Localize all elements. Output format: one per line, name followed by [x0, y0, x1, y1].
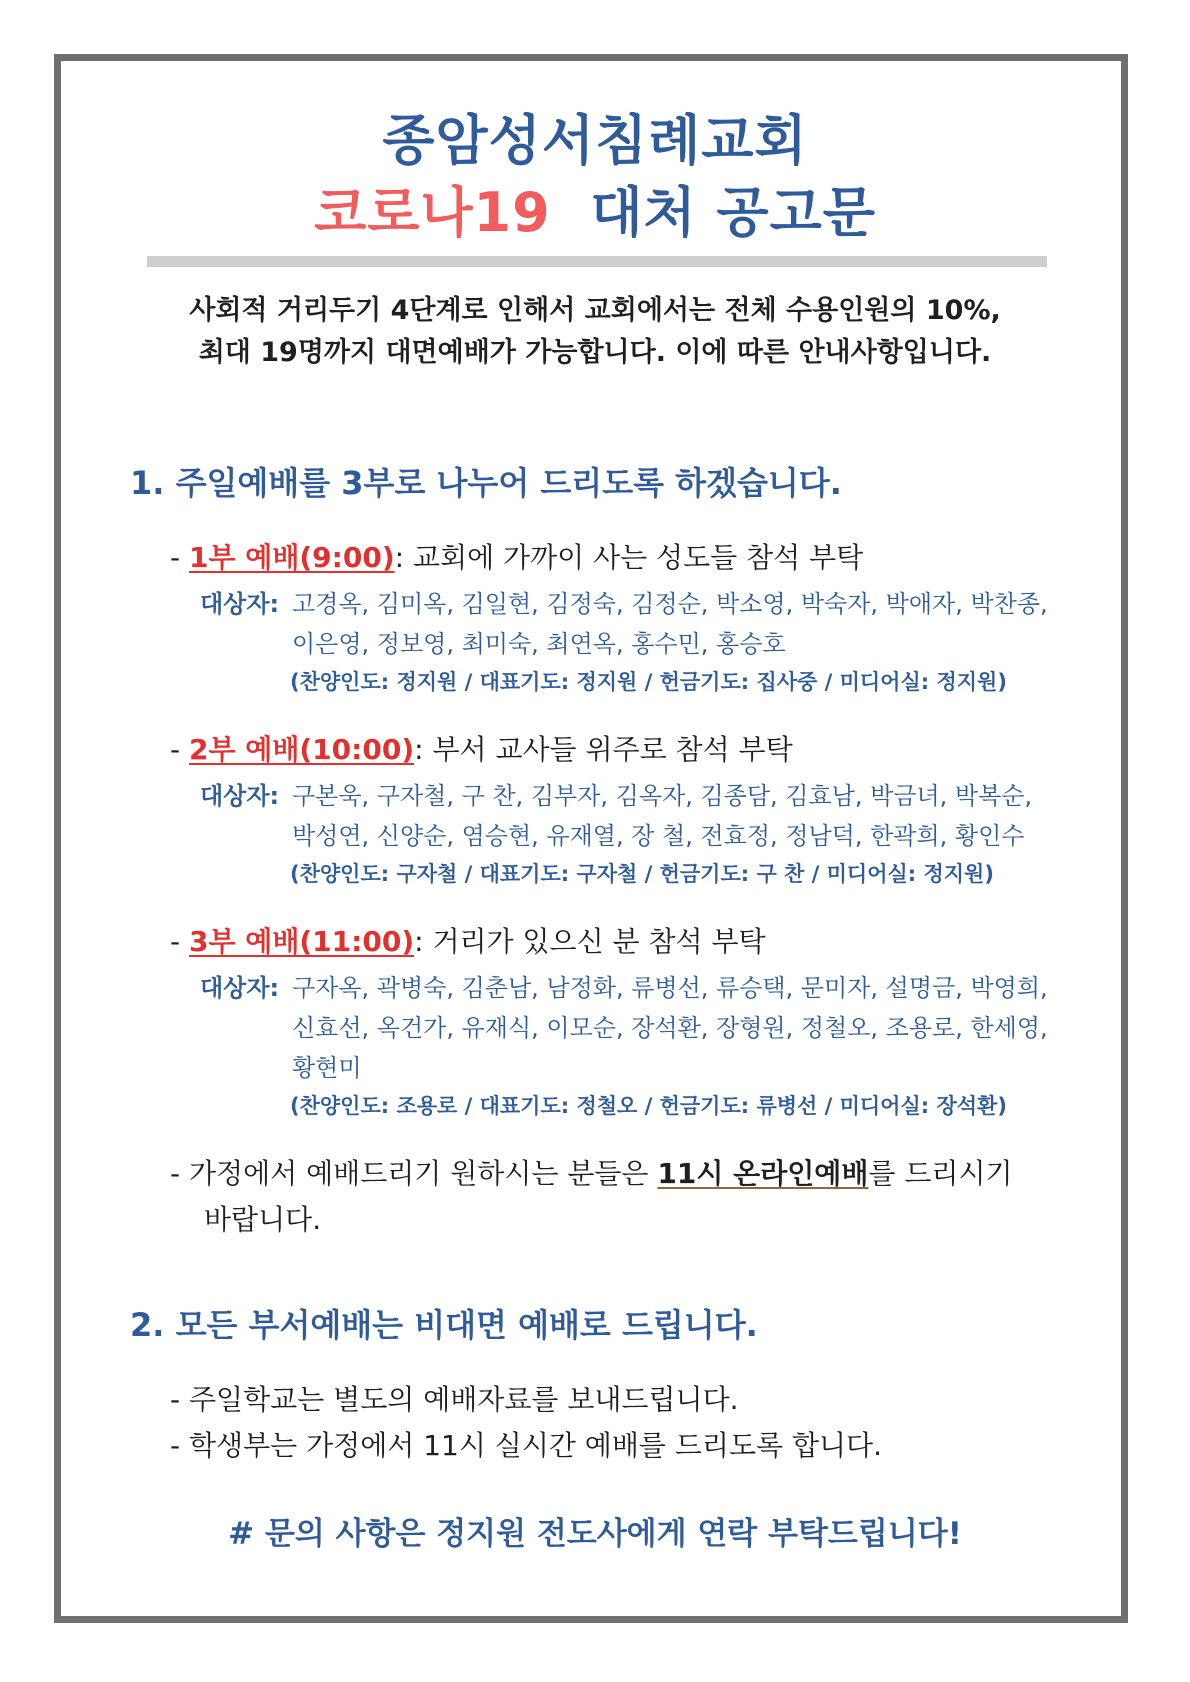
intro-line-2: 최대 19명까지 대면예배가 가능합니다. 이에 따른 안내사항입니다. — [198, 337, 992, 368]
church-name-title: 종암성서침례교회 — [382, 109, 808, 172]
service3-line: - 3부 예배(11:00): 거리가 있으신 분 참석 부탁 — [170, 925, 766, 958]
service3-label: 3부 예배(11:00) — [189, 925, 415, 958]
service2-names-line2: 박성연, 신양순, 염승현, 유재열, 장 철, 전효정, 정남덕, 한곽희, 황인수 — [292, 822, 1025, 850]
home-worship-post: 를 드리시기 — [868, 1157, 1013, 1190]
home-worship-pre: - 가정에서 예배드리기 원하시는 분들은 — [170, 1157, 658, 1190]
service3-names-line2: 신효선, 옥건가, 유재식, 이모순, 장석환, 장형원, 정철오, 조용로, 한세영, — [292, 1014, 1048, 1042]
service1-target-label: 대상자: — [200, 590, 280, 618]
section2-item-1: - 주일학교는 별도의 예배자료를 보내드립니다. — [170, 1383, 739, 1416]
service1-line: - 1부 예배(9:00): 교회에 가까이 사는 성도들 참석 부탁 — [170, 541, 864, 574]
service1-roles: (찬양인도: 정지원 / 대표기도: 정지원 / 헌금기도: 집사중 / 미디어실: 정지원) — [290, 670, 1007, 694]
service1-label: 1부 예배(9:00) — [189, 541, 395, 574]
service1-names-line1: 고경옥, 김미옥, 김일현, 김정숙, 김정순, 박소영, 박숙자, 박애자, 박찬종, — [292, 590, 1048, 618]
section1-heading: 1. 주일예배를 3부로 나누어 드리도록 하겠습니다. — [130, 464, 842, 502]
service1-names-line2: 이은영, 정보영, 최미숙, 최연옥, 홍수민, 홍승호 — [292, 630, 786, 658]
intro-line-1: 사회적 거리두기 4단계로 인해서 교회에서는 전체 수용인원의 10%, — [189, 295, 1001, 326]
home-worship-line2: 바랍니다. — [204, 1203, 322, 1236]
home-worship-line1 — [170, 1152, 1013, 1192]
contact-footer: # 문의 사항은 정지원 전도사에게 연락 부탁드립니다! — [228, 1516, 962, 1552]
service2-roles: (찬양인도: 구자철 / 대표기도: 구자철 / 헌금기도: 구 찬 / 미디어실: 정지원) — [290, 862, 994, 886]
service3-roles: (찬양인도: 조용로 / 대표기도: 정철오 / 헌금기도: 류병선 / 미디어실: 장석환) — [290, 1094, 1007, 1118]
service1-desc: : 교회에 가까이 사는 성도들 참석 부탁 — [394, 541, 864, 574]
notice-title-rest: 대처 공고문 — [590, 181, 876, 244]
section2-item-2: - 학생부는 가정에서 11시 실시간 예배를 드리도록 합니다. — [170, 1429, 882, 1462]
service2-target-label: 대상자: — [200, 782, 280, 810]
service2-label: 2부 예배(10:00) — [189, 733, 415, 766]
service3-names-line3: 황현미 — [292, 1054, 362, 1082]
covid-label: 코로나19 — [314, 181, 551, 244]
service3-desc: : 거리가 있으신 분 참석 부탁 — [414, 925, 766, 958]
notice-title — [0, 170, 1190, 247]
service2-desc: : 부서 교사들 위주로 참석 부탁 — [414, 733, 793, 766]
online-worship-highlight: 11시 온라인예배 — [657, 1157, 869, 1190]
service2-names-line1: 구본욱, 구자철, 구 찬, 김부자, 김옥자, 김종담, 김효남, 박금녀, 박복순, — [292, 782, 1033, 810]
section2-heading: 2. 모든 부서예배는 비대면 예배로 드립니다. — [130, 1306, 758, 1344]
service3-names-line1: 구자옥, 곽병숙, 김춘남, 남정화, 류병선, 류승택, 문미자, 설명금, 박영희, — [292, 974, 1048, 1002]
service2-line: - 2부 예배(10:00): 부서 교사들 위주로 참석 부탁 — [170, 733, 793, 766]
service3-target-label: 대상자: — [200, 974, 280, 1002]
title-divider — [147, 256, 1047, 267]
